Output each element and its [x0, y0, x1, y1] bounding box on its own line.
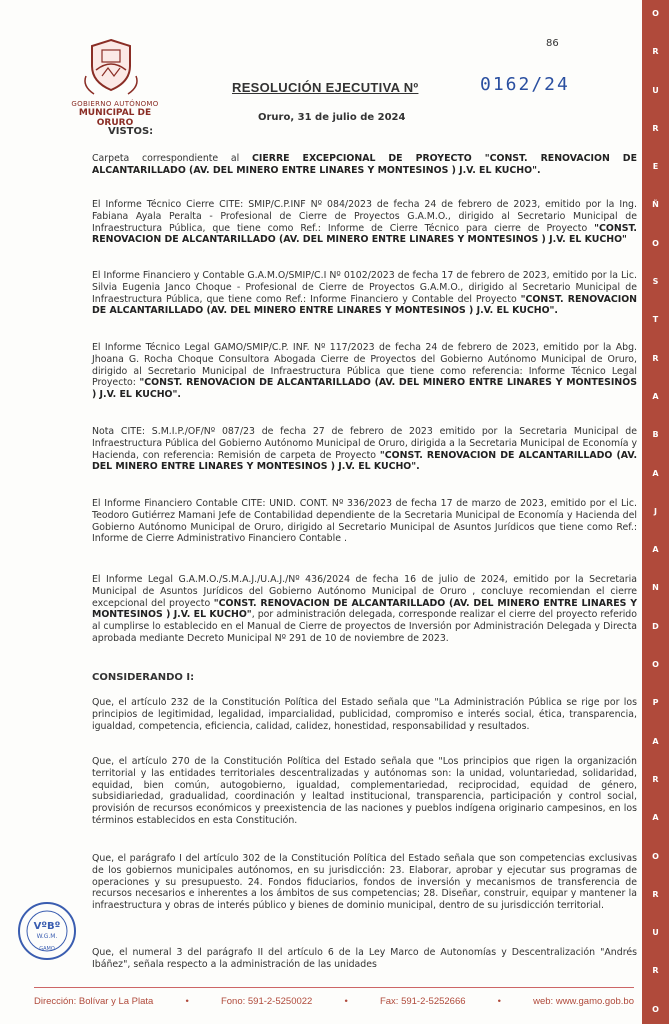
- stripe-letter: R: [652, 353, 659, 363]
- stripe-letter: A: [652, 545, 659, 555]
- stripe-letter: A: [652, 391, 659, 401]
- vistos-paragraph: El Informe Financiero Contable CITE: UNID. CONT. Nº 336/2023 de fecha 17 de marzo de 2023, emitido por el Lic. Teodoro Gutiérrez Mamani Jefe de Contabilidad dependiente de la Secretaria Municipal de Economía y Hacienda del Gobierno Autónomo Municipal de Oruro, dirigido al Secretario Municipal de Asuntos Jurídicos que tiene como Ref.: Informe de Cierre Administrativo Financiero Contable .: [92, 498, 637, 545]
- municipal-crest-logo: [80, 36, 142, 98]
- footer: [34, 996, 634, 1007]
- logo-line-1: GOBIERNO AUTÓNOMO: [71, 100, 159, 108]
- footer-web[interactable]: web: www.gamo.gob.bo: [533, 996, 634, 1007]
- footer-divider: [34, 987, 634, 988]
- stripe-letter: O: [652, 9, 659, 18]
- footer-separator: •: [497, 996, 501, 1007]
- stripe-letter: D: [652, 621, 659, 631]
- vistos-paragraph: El Informe Legal G.A.M.O./S.M.A.J./U.A.J./Nº 436/2024 de fecha 16 de julio de 2024, emitido por la Secretaria Municipal de Asuntos Jurídicos del Gobierno Autónomo Municipal de Oruro , concluye recomiendan el cierre excepcional del proyecto "CONST. RENOVACION DE ALCANTARILLADO (AV. DEL MINERO ENTRE LINARES Y MONTESINOS ) J.V. EL KUCHO", por administración delegada, corresponde realizar el cierre del proyecto referido al cumplirse lo establecido en el Manual de Cierre de proyectos de Inversión por Administración Delegada y Directa aprobada mediante Decreto Municipal Nº 291 de 10 de noviembre de 2023.: [92, 574, 637, 644]
- stripe-letter: P: [652, 698, 659, 708]
- vistos-heading: VISTOS:: [108, 126, 154, 137]
- stripe-letter: J: [654, 506, 657, 516]
- stripe-letter: U: [652, 928, 659, 938]
- vistos-paragraph: El Informe Técnico Legal GAMO/SMIP/C.P. INF. Nº 117/2023 de fecha 24 de febrero de 2023, emitido por la Abg. Jhoana G. Rocha Choque Consultora Abogada Cierre de Proyectos del Gobierno Autónomo Municipal de Oruro, dirigido al Secretario Municipal de Infraestructura Pública que tiene como referencia: Informe Técnico Legal Proyecto: "CONST. RENOVACION DE ALCANTARILLADO (AV. DEL MINERO ENTRE LINARES Y MONTESINOS ) J.V. EL KUCHO".: [92, 342, 637, 401]
- stripe-letter: A: [652, 813, 659, 823]
- logo-line-2: MUNICIPAL DE ORURO: [78, 108, 152, 128]
- stripe-letter: R: [652, 123, 659, 133]
- considerando-paragraph: Que, el artículo 270 de la Constitución Política del Estado señala que "Los principios que rigen la organización territorial y las entidades territoriales descentralizadas y autónomas son: la unidad, voluntariedad, solidaridad, equidad, bien común, autogobierno, igualdad, complementariedad, reciprocidad, equidad de género, subsidiariedad, gradualidad, coordinación y lealtad institucional, transparencia, participación y control social, provisión de recursos económicos y preexistencia de las naciones y pueblos indígena originario campesinos, en los términos establecidos en esta Constitución.: [92, 756, 637, 826]
- stamp-line-1: VºBº: [33, 921, 61, 932]
- considerando-paragraph: Que, el artículo 232 de la Constitución Política del Estado señala que "La Administración Pública se rige por los principios de legitimidad, legalidad, imparcialidad, publicidad, compromiso e interés social, ética, transparencia, igualdad, competencia, eficiencia, calidad, calidez, honestidad, responsabilidad y resultados.: [92, 697, 637, 732]
- stripe-letter: T: [652, 315, 659, 325]
- stamp-line-2: W.G.M.: [36, 933, 58, 940]
- approval-stamp: [16, 900, 78, 962]
- resolution-number: 0162/24: [480, 74, 570, 95]
- vistos-paragraph: El Informe Técnico Cierre CITE: SMIP/C.P.INF Nº 084/2023 de fecha 24 de febrero de 2023, emitido por la Ing. Fabiana Ayala Peralta - Profesional de Cierre de Proyectos G.A.M.O., dirigido al Secretario Municipal de Infraestructura Pública, que tiene como Ref.: Informe de Cierre Técnico para cierre de Proyecto "CONST. RENOVACION DE ALCANTARILLADO (AV. DEL MINERO ENTRE LINARES Y MONTESINOS ) J.V. EL KUCHO": [92, 199, 637, 246]
- stripe-letter: E: [652, 162, 659, 172]
- vistos-paragraph: Carpeta correspondiente al CIERRE EXCEPCIONAL DE PROYECTO "CONST. RENOVACION DE ALCANTARILLADO (AV. DEL MINERO ENTRE LINARES Y MONTESINOS ) J.V. EL KUCHO".: [92, 153, 637, 176]
- stripe-letter: Ñ: [652, 200, 659, 210]
- stripe-letter: S: [652, 277, 659, 287]
- stripe-letter: A: [652, 736, 659, 746]
- considerando-heading: CONSIDERANDO I:: [92, 672, 195, 683]
- stripe-letter: N: [652, 583, 659, 593]
- stripe-letter: A: [652, 468, 659, 478]
- vistos-paragraph: Nota CITE: S.M.I.P./OF/Nº 087/23 de fecha 27 de febrero de 2023 emitido por la Secretaria Municipal de Infraestructura Pública del Gobierno Autónomo Municipal de Oruro, dirigida a la Secretaria Municipal de Economía y Hacienda, con referencia: Remisión de carpeta de Proyecto "CONST. RENOVACION DE ALCANTARILLADO (AV. DEL MINERO ENTRE LINARES Y MONTESINOS ) J.V. EL KUCHO".: [92, 426, 638, 473]
- footer-address: Dirección: Bolívar y La Plata: [34, 996, 154, 1007]
- stripe-letter: R: [652, 47, 659, 57]
- stripe-letter: O: [652, 1004, 659, 1014]
- vistos-paragraph: El Informe Financiero y Contable G.A.M.O/SMIP/C.I Nº 0102/2023 de fecha 17 de febrero de 2023, emitido por la Lic. Silvia Eugenia Janco Choque - Profesional de Cierre de Proyectos G.A.M.O., dirigido al Secretario Municipal de Infraestructura Pública, que tiene como Ref.: Informe Financiero y Contable del Proyecto "CONST. RENOVACION DE ALCANTARILLADO (AV. DEL MINERO ENTRE LINARES Y MONTESINOS ) J.V. EL KUCHO".: [92, 270, 638, 317]
- resolution-title: RESOLUCIÓN EJECUTIVA Nº: [232, 80, 419, 95]
- stripe-letter: O: [652, 238, 659, 248]
- stamp-line-3: GAMO: [39, 946, 55, 952]
- footer-separator: •: [185, 996, 189, 1007]
- stripe-letter: R: [652, 966, 659, 976]
- stripe-letter: R: [652, 774, 659, 784]
- stripe-letter: R: [652, 889, 659, 899]
- considerando-paragraph: Que, el numeral 3 del parágrafo II del artículo 6 de la Ley Marco de Autonomías y Descentralización "Andrés Ibáñez", señala respecto a la administración de las unidades: [92, 947, 637, 970]
- stripe-letter: O: [652, 851, 659, 861]
- stripe-letter: O: [652, 660, 659, 670]
- footer-phone: Fono: 591-2-5250022: [220, 996, 313, 1007]
- side-stripe-text: [642, 0, 669, 1024]
- footer-fax: Fax: 591-2-5252666: [379, 996, 466, 1007]
- resolution-date: Oruro, 31 de julio de 2024: [258, 112, 406, 123]
- page-number: 86: [546, 38, 559, 49]
- footer-separator: •: [344, 996, 348, 1007]
- considerando-paragraph: Que, el parágrafo I del artículo 302 de la Constitución Política del Estado señala que son competencias exclusivas de los gobiernos municipales autónomos, en su jurisdicción: 23. Elaborar, aprobar y ejecutar sus programas de operaciones y su presupuesto. 24. Fondos fiduciarios, fondos de inversión y mecanismos de transferencia de recursos necesarios e inherentes a los ámbitos de sus competencias; 28. Diseñar, construir, equipar y mantener la infraestructura y obras de interés público y bienes de dominio municipal, dentro de su jurisdicción territorial.: [92, 853, 637, 912]
- stripe-letter: U: [652, 85, 659, 95]
- stripe-letter: B: [652, 430, 659, 440]
